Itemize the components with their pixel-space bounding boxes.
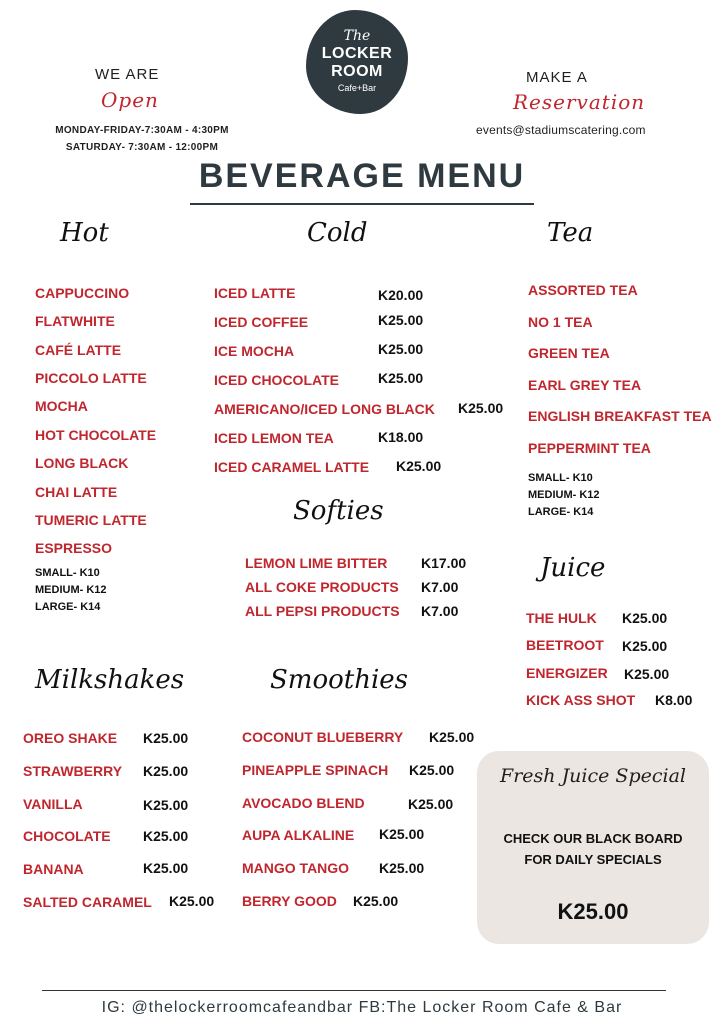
milkshake-price: K25.00 <box>169 893 215 909</box>
cold-price: K25.00 <box>378 341 424 357</box>
cold-item: AMERICANO/ICED LONG BLACK <box>214 401 435 417</box>
juice-item: ENERGIZER <box>526 665 608 681</box>
juice-heading: Juice <box>540 553 606 583</box>
tea-item: ASSORTED TEA <box>528 282 638 298</box>
we-are-label: WE ARE <box>95 66 160 83</box>
smoothie-item: COCONUT BLUEBERRY <box>242 729 404 745</box>
softies-price: K7.00 <box>421 603 459 619</box>
milkshake-item: CHOCOLATE <box>23 828 111 844</box>
hours-saturday: SATURDAY- 7:30AM - 12:00PM <box>65 142 219 153</box>
smoothie-item: AVOCADO BLEND <box>242 795 365 811</box>
softies-item: ALL COKE PRODUCTS <box>245 579 399 595</box>
hot-item: ESPRESSO <box>35 540 113 556</box>
cold-item: ICED LEMON TEA <box>214 430 334 446</box>
milkshake-item: BANANA <box>23 861 84 877</box>
juice-item: BEETROOT <box>526 637 604 653</box>
juice-item: THE HULK <box>526 610 597 626</box>
smoothie-item: AUPA ALKALINE <box>242 827 355 843</box>
milkshake-price: K25.00 <box>143 860 189 876</box>
milkshake-price: K25.00 <box>143 763 189 779</box>
special-text: CHECK OUR BLACK BOARD FOR DAILY SPECIALS <box>503 831 683 867</box>
cold-item: ICED CARAMEL LATTE <box>214 459 370 475</box>
tea-item: PEPPERMINT TEA <box>528 440 651 456</box>
hot-item: CHAI LATTE <box>35 484 118 500</box>
smoothie-price: K25.00 <box>379 860 425 876</box>
open-label: Open <box>101 88 159 112</box>
hot-heading: Hot <box>60 218 109 248</box>
milkshake-price: K25.00 <box>143 828 189 844</box>
juice-price: K25.00 <box>622 610 668 626</box>
reservation-label: Reservation <box>513 90 646 114</box>
tea-heading: Tea <box>547 218 594 248</box>
tea-sizes: SMALL- K10 MEDIUM- K12 LARGE- K14 <box>528 472 600 518</box>
hot-item: FLATWHITE <box>35 313 115 329</box>
smoothie-item: BERRY GOOD <box>242 893 337 909</box>
softies-price: K7.00 <box>421 579 459 595</box>
page-title: BEVERAGE MENU <box>198 157 526 195</box>
fresh-juice-special-box <box>477 751 709 944</box>
juice-price: K25.00 <box>622 638 668 654</box>
smoothie-price: K25.00 <box>353 893 399 909</box>
milkshake-item: OREO SHAKE <box>23 730 118 746</box>
juice-item: KICK ASS SHOT <box>526 692 636 708</box>
milkshakes-heading: Milkshakes <box>35 665 185 695</box>
locker-room-logo: The LOCKER ROOM Cafe+Bar <box>306 10 408 114</box>
milkshake-item: SALTED CARAMEL <box>23 894 152 910</box>
hot-item: CAPPUCCINO <box>35 285 130 301</box>
tea-item: GREEN TEA <box>528 345 610 361</box>
smoothie-price: K25.00 <box>408 796 454 812</box>
smoothie-price: K25.00 <box>379 826 425 842</box>
milkshake-price: K25.00 <box>143 730 189 746</box>
social-footer: IG: @thelockerroomcafeandbar FB:The Locker Room Cafe & Bar <box>101 999 623 1016</box>
hot-item: MOCHA <box>35 398 88 414</box>
special-price: K25.00 <box>557 899 629 924</box>
smoothie-price: K25.00 <box>409 762 455 778</box>
hot-item: PICCOLO LATTE <box>35 370 147 386</box>
cold-price: K20.00 <box>378 287 424 303</box>
hot-sizes: SMALL- K10 MEDIUM- K12 LARGE- K14 <box>35 567 107 613</box>
tea-item: NO 1 TEA <box>528 314 593 330</box>
title-underline <box>190 203 534 205</box>
milkshake-item: VANILLA <box>23 796 83 812</box>
cold-price: K25.00 <box>458 400 504 416</box>
footer-divider <box>42 990 666 991</box>
juice-price: K25.00 <box>624 666 670 682</box>
cold-item: ICED CHOCOLATE <box>214 372 339 388</box>
cold-item: ICE MOCHA <box>214 343 295 359</box>
juice-price: K8.00 <box>655 692 693 708</box>
softies-item: ALL PEPSI PRODUCTS <box>245 603 400 619</box>
tea-item: EARL GREY TEA <box>528 377 642 393</box>
hot-item: TUMERIC LATTE <box>35 512 147 528</box>
softies-item: LEMON LIME BITTER <box>245 555 388 571</box>
hot-item: CAFÉ LATTE <box>35 342 122 358</box>
cold-price: K25.00 <box>378 370 424 386</box>
hours-weekday: MONDAY-FRIDAY-7:30AM - 4:30PM <box>55 125 229 136</box>
softies-heading: Softies <box>293 496 384 526</box>
cold-price: K25.00 <box>396 458 442 474</box>
milkshake-price: K25.00 <box>143 797 189 813</box>
cold-heading: Cold <box>307 218 368 248</box>
cold-price: K18.00 <box>378 429 424 445</box>
smoothies-heading: Smoothies <box>270 665 409 695</box>
cold-item: ICED COFFEE <box>214 314 309 330</box>
reservation-email[interactable]: events@stadiumscatering.com <box>476 123 646 137</box>
special-title: Fresh Juice Special <box>500 765 686 787</box>
cold-price: K25.00 <box>378 312 424 328</box>
tea-item: ENGLISH BREAKFAST TEA <box>528 408 712 424</box>
softies-price: K17.00 <box>421 555 467 571</box>
hot-item: LONG BLACK <box>35 455 129 471</box>
smoothie-price: K25.00 <box>429 729 475 745</box>
smoothie-item: MANGO TANGO <box>242 860 350 876</box>
hot-item: HOT CHOCOLATE <box>35 427 157 443</box>
opening-hours <box>40 122 244 156</box>
milkshake-item: STRAWBERRY <box>23 763 123 779</box>
smoothie-item: PINEAPPLE SPINACH <box>242 762 389 778</box>
cold-item: ICED LATTE <box>214 285 296 301</box>
make-a-label: MAKE A <box>526 69 588 86</box>
